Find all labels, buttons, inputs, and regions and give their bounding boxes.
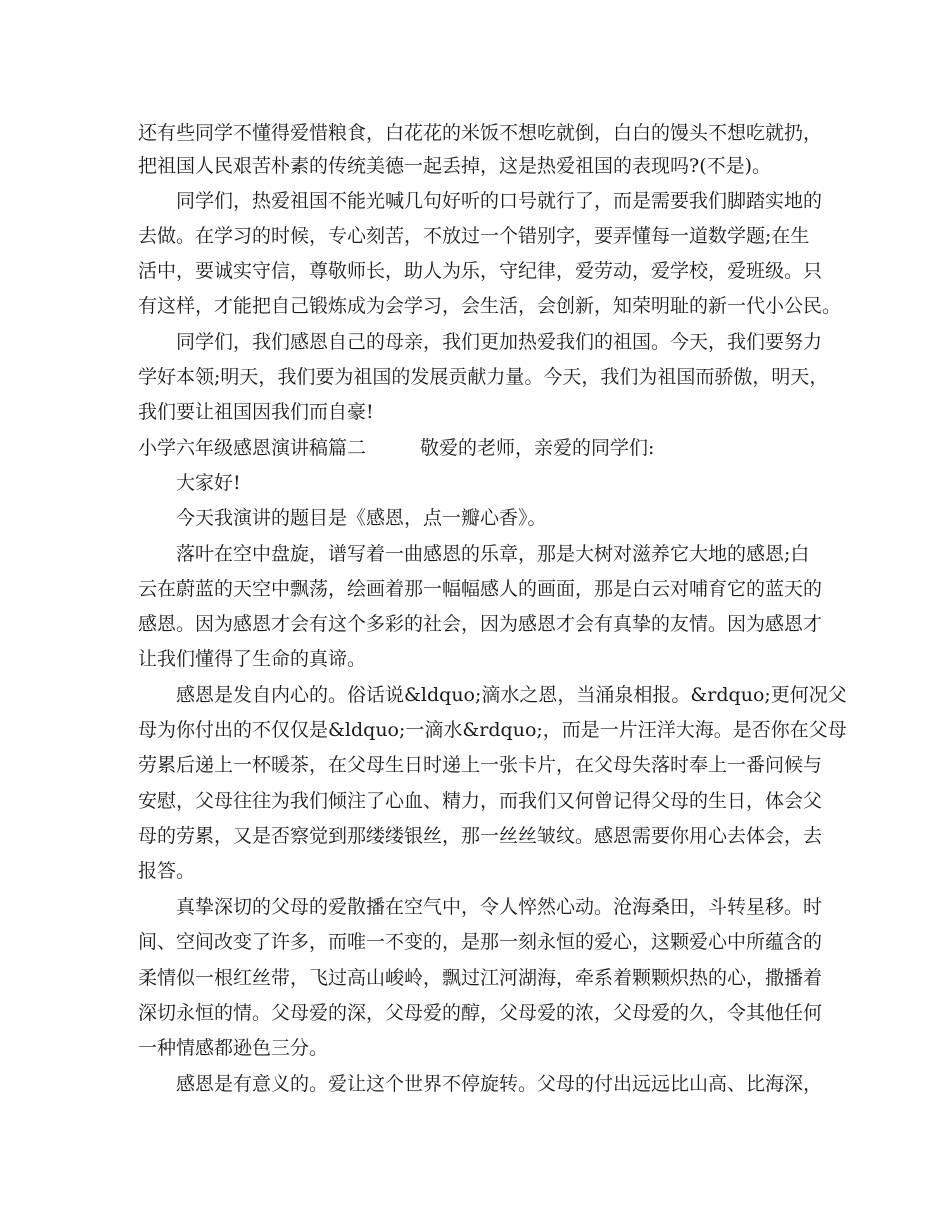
text-line: 安慰，父母往往为我们倾注了心血、精力，而我们又何曾记得父母的生日，体会父	[138, 790, 823, 812]
text-line: 母为你付出的不仅仅是&ldquo;一滴水&rdquo;，而是一片汪洋大海。是否你在父母	[138, 719, 847, 741]
text-line: 报答。	[138, 860, 196, 882]
text-line: 柔情似一根红丝带，飞过高山峻岭，飘过江河湖海，牵系着颗颗炽热的心，撒播着	[138, 967, 823, 989]
text-line: 母的劳累，又是否察觉到那缕缕银丝，那一丝丝皱纹。感恩需要你用心去体会，去	[138, 825, 823, 847]
paragraph-first-line: 真挚深切的父母的爱散播在空气中，令人悴然心动。沧海桑田，斗转星移。时	[176, 896, 823, 918]
paragraph-first-line: 同学们，热爱祖国不能光喊几句好听的口号就行了，而是需要我们脚踏实地的	[176, 190, 823, 212]
text-line: 间、空间改变了许多，而唯一不变的，是那一刻永恒的爱心，这颗爱心中所蕴含的	[138, 931, 823, 953]
paragraph-first-line: 大家好!	[176, 472, 241, 494]
text-line: 让我们懂得了生命的真谛。	[138, 648, 367, 670]
paragraph-first-line: 感恩是发自内心的。俗话说&ldquo;滴水之恩，当涌泉相报。&rdquo;更何况父	[176, 684, 847, 706]
text-line: 有这样，才能把自己锻炼成为会学习，会生活，会创新，知荣明耻的新一代小公民。	[138, 295, 842, 317]
paragraph-first-line: 今天我演讲的题目是《感恩，点一瓣心香》。	[176, 507, 547, 529]
paragraph-first-line: 感恩是有意义的。爱让这个世界不停旋转。父母的付出远远比山高、比海深，	[176, 1073, 823, 1095]
text-line: 劳累后递上一杯暖茶，在父母生日时递上一张卡片，在父母失落时奉上一番问候与	[138, 754, 823, 776]
greeting: 敬爱的老师，亲爱的同学们:	[420, 437, 655, 459]
text-line: 深切永恒的情。父母爱的深，父母爱的醇，父母爱的浓，父母爱的久，令其他任何	[138, 1002, 823, 1024]
text-line: 一种情感都逊色三分。	[138, 1037, 329, 1059]
text-line: 把祖国人民艰苦朴素的传统美德一起丢掉，这是热爱祖国的表现吗?(不是)。	[138, 155, 772, 177]
section-heading: 小学六年级感恩演讲稿篇二	[138, 437, 367, 459]
paragraph-first-line: 落叶在空中盘旋，谱写着一曲感恩的乐章，那是大树对滋养它大地的感恩;白	[176, 543, 810, 565]
text-line: 我们要让祖国因我们而自豪!	[138, 401, 374, 423]
text-line: 云在蔚蓝的天空中飘荡，绘画着那一幅幅感人的画面，那是白云对哺育它的蓝天的	[138, 578, 823, 600]
text-line: 感恩。因为感恩才会有这个多彩的社会，因为感恩才会有真挚的友情。因为感恩才	[138, 613, 823, 635]
text-line: 去做。在学习的时候，专心刻苦，不放过一个错别字，要弄懂每一道数学题;在生	[138, 225, 810, 247]
section-heading-line	[138, 436, 654, 460]
text-line: 学好本领;明天，我们要为祖国的发展贡献力量。今天，我们为祖国而骄傲，明天，	[138, 366, 829, 388]
text-line: 还有些同学不懂得爱惜粮食，白花花的米饭不想吃就倒，白白的馒头不想吃就扔，	[138, 122, 823, 144]
paragraph-first-line: 同学们，我们感恩自己的母亲，我们更加热爱我们的祖国。今天，我们要努力	[176, 331, 823, 353]
text-line: 活中，要诚实守信，尊敬师长，助人为乐，守纪律，爱劳动，爱学校，爱班级。只	[138, 260, 823, 282]
